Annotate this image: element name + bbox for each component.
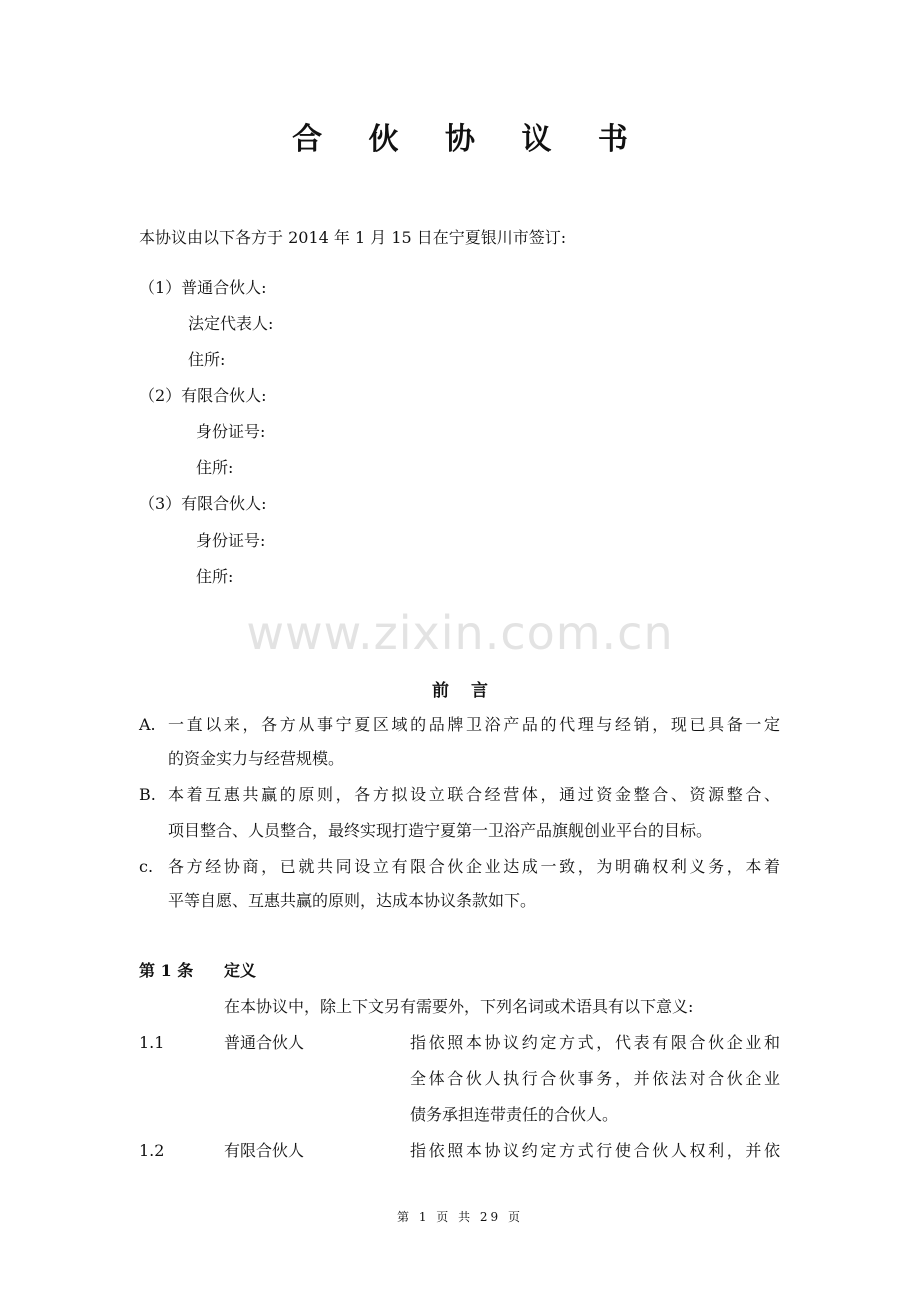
preface-item-line: 的资金实力与经营规模。 — [168, 749, 345, 768]
party-1-field-address: 住所: — [188, 350, 226, 369]
party-1-field-representative: 法定代表人: — [188, 314, 274, 333]
article-1-number: 第 1 条 — [139, 961, 194, 980]
preface-item-line: 本着互惠共赢的原则，各方拟设立联合经营体，通过资金整合、资源整合、 — [168, 785, 780, 804]
party-3-label: （3）有限合伙人: — [139, 494, 267, 513]
definition-text-line: 指依照本协议约定方式，代表有限合伙企业和 — [410, 1033, 780, 1052]
article-1-intro: 在本协议中，除上下文另有需要外，下列名词或术语具有以下意义: — [224, 997, 694, 1016]
preface-item-marker: A. — [139, 715, 156, 734]
preface-item-line: 平等自愿、互惠共赢的原则，达成本协议条款如下。 — [168, 891, 537, 910]
party-2-field-id: 身份证号: — [196, 422, 266, 441]
party-2-field-address: 住所: — [196, 458, 234, 477]
party-1-label: （1）普通合伙人: — [139, 278, 267, 297]
preface-item-marker: c. — [139, 857, 154, 876]
definition-text-line: 全体合伙人执行合伙事务，并依法对合伙企业 — [410, 1069, 780, 1088]
definition-text-line: 指依照本协议约定方式行使合伙人权利，并依 — [410, 1141, 780, 1160]
party-2-label: （2）有限合伙人: — [139, 386, 267, 405]
intro-sentence: 本协议由以下各方于 2014 年 1 月 15 日在宁夏银川市签订: — [139, 228, 567, 247]
page-title: 合 伙 协 议 书 — [292, 122, 646, 157]
preface-item-line: 项目整合、人员整合，最终实现打造宁夏第一卫浴产品旗舰创业平台的目标。 — [168, 821, 713, 840]
definition-text-line: 债务承担连带责任的合伙人。 — [410, 1105, 619, 1124]
preface-item-marker: B. — [139, 785, 156, 804]
definition-term: 有限合伙人 — [224, 1141, 305, 1160]
definition-number: 1.1 — [139, 1033, 165, 1052]
party-3-field-address: 住所: — [196, 567, 234, 586]
preface-item-line: 各方经协商，已就共同设立有限合伙企业达成一致，为明确权利义务，本着 — [168, 857, 780, 876]
party-3-field-id: 身份证号: — [196, 531, 266, 550]
preface-item-line: 一直以来，各方从事宁夏区域的品牌卫浴产品的代理与经销，现已具备一定 — [168, 715, 780, 734]
preface-heading: 前 言 — [432, 681, 496, 701]
definition-term: 普通合伙人 — [224, 1033, 305, 1052]
definition-number: 1.2 — [139, 1141, 165, 1160]
article-1-title: 定义 — [224, 961, 257, 980]
page-footer: 第 1 页 共 29 页 — [397, 1210, 523, 1224]
watermark: www.zixin.com.cn — [246, 606, 674, 660]
